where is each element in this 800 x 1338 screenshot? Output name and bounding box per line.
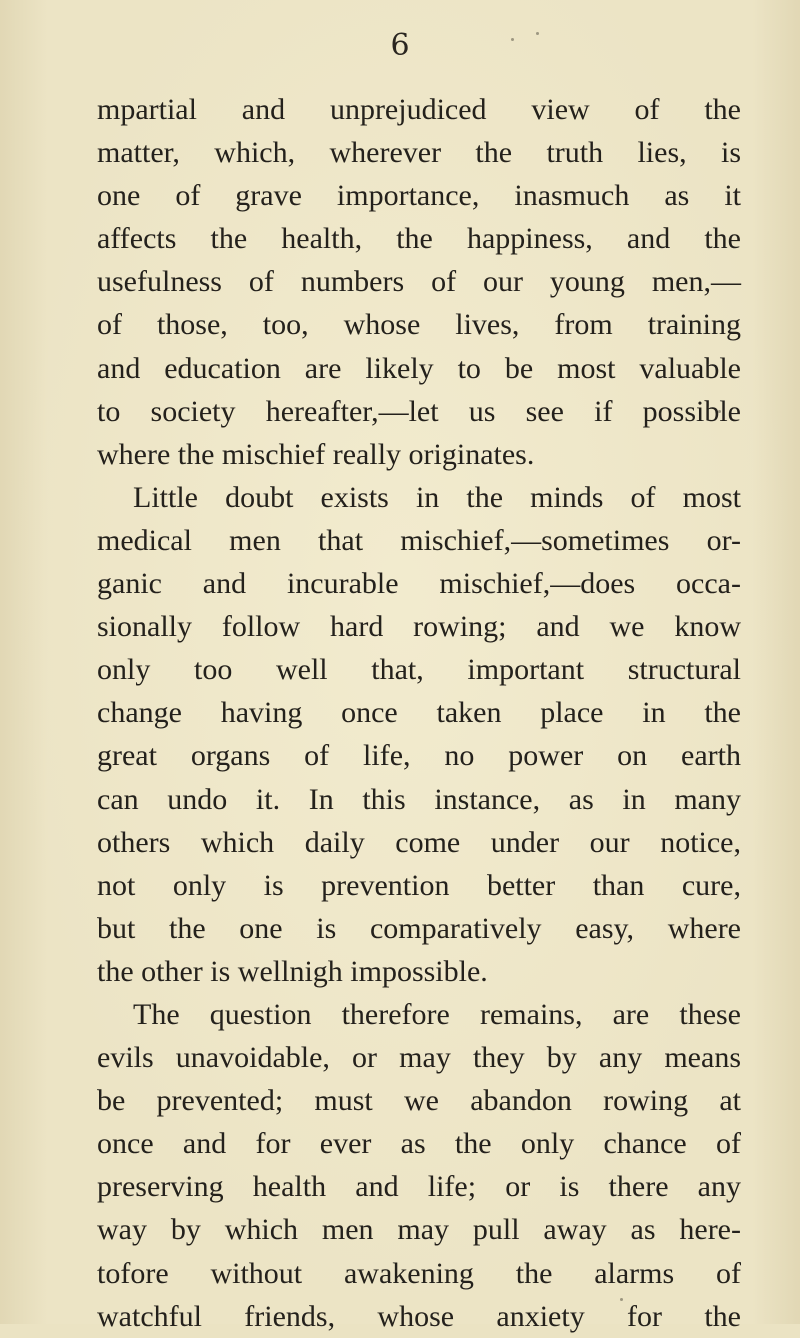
- page-number: 6: [390, 28, 410, 63]
- text-line: preserving health and life; or is there any: [97, 1170, 741, 1204]
- text-line: Little doubt exists in the minds of most: [133, 480, 741, 514]
- body-text: [97, 88, 741, 1338]
- text-line: watchful friends, whose anxiety for the: [97, 1299, 741, 1333]
- text-line: sionally follow hard rowing; and we know: [97, 610, 741, 644]
- text-line: ganic and incurable mischief,—does occa-: [97, 567, 741, 601]
- text-line: not only is prevention better than cure,: [97, 868, 741, 902]
- text-line: affects the health, the happiness, and the: [97, 222, 741, 256]
- text-line: great organs of life, no power on earth: [97, 739, 741, 773]
- text-line: The question therefore remains, are these: [133, 997, 741, 1031]
- text-line: can undo it. In this instance, as in many: [97, 782, 741, 816]
- ink-speck: [536, 32, 539, 35]
- text-line: usefulness of numbers of our young men,—: [97, 265, 741, 299]
- text-line: but the one is comparatively easy, where: [97, 911, 741, 945]
- text-line: the other is wellnigh impossible.: [97, 954, 488, 988]
- text-line: be prevented; must we abandon rowing at: [97, 1084, 741, 1118]
- text-line: only too well that, important structural: [97, 653, 741, 687]
- text-line: medical men that mischief,—sometimes or-: [97, 523, 741, 557]
- text-line: way by which men may pull away as here-: [97, 1213, 741, 1247]
- text-line: change having once taken place in the: [97, 696, 741, 730]
- text-line: mpartial and unprejudiced view of the: [97, 93, 741, 126]
- text-line: one of grave importance, inasmuch as it: [97, 179, 741, 213]
- text-line: matter, which, wherever the truth lies, is: [97, 136, 741, 170]
- text-line: to society hereafter,—let us see if possible: [97, 394, 741, 428]
- text-line: tofore without awakening the alarms of: [97, 1256, 741, 1290]
- ink-speck: [511, 38, 514, 41]
- text-line: of those, too, whose lives, from training: [97, 308, 741, 342]
- text-line: once and for ever as the only chance of: [97, 1127, 741, 1161]
- text-line: others which daily come under our notice,: [97, 825, 741, 859]
- text-line: where the mischief really originates.: [97, 437, 535, 471]
- text-line: evils unavoidable, or may they by any means: [97, 1041, 741, 1075]
- text-line: and education are likely to be most valuable: [97, 351, 741, 385]
